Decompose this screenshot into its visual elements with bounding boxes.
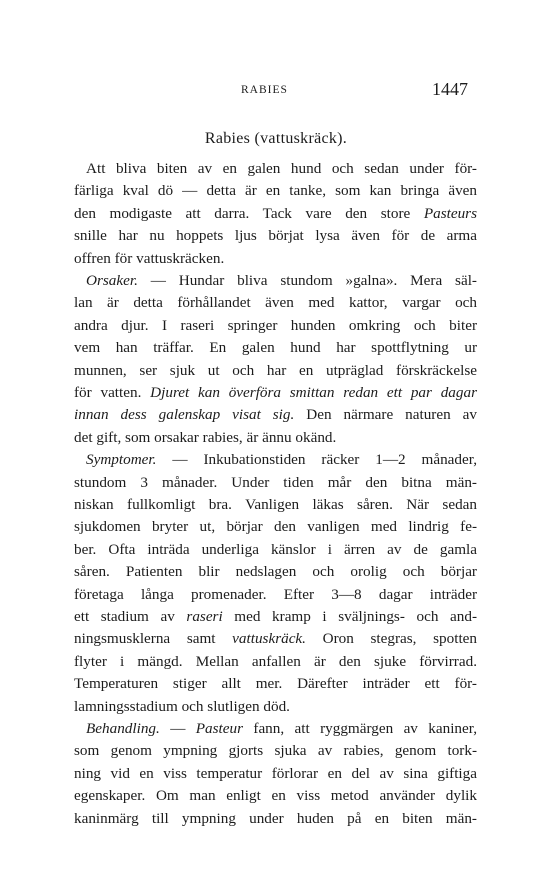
text-line — [74, 382, 477, 404]
text-line — [74, 539, 477, 561]
text-segment: lamningsstadium och slutligen död. — [74, 697, 290, 715]
italic-text: Orsaker. — [86, 272, 138, 289]
text-segment: med kramp i sväljnings- och and- — [222, 608, 478, 625]
text-segment: ber. Ofta inträda underliga känslor i ärren av de gamla — [74, 540, 477, 558]
text-line — [74, 158, 477, 180]
text-segment: Oron stegras, spotten — [305, 630, 477, 648]
text-segment: den modigaste att darra. Tack vare den store — [74, 204, 424, 222]
italic-text: innan dess galenskap visat sig. — [74, 406, 295, 424]
text-line — [74, 337, 477, 359]
text-line — [74, 494, 477, 516]
text-segment: andra djur. I raseri springer hunden omkring och biter — [74, 316, 477, 334]
italic-text: Pasteur — [195, 720, 244, 737]
text-segment: lan är detta förhållandet även med kattor, vargar och — [74, 294, 477, 312]
text-line — [74, 225, 477, 247]
text-line — [74, 472, 477, 494]
text-segment: — Hundar bliva stundom »galna». Mera säl- — [137, 272, 477, 289]
text-segment: kaninmärg till ympning under huden på en biten män- — [74, 809, 477, 827]
text-line — [74, 696, 477, 718]
text-segment: företaga långa promenader. Efter 3—8 dagar inträder — [74, 585, 477, 603]
text-line — [74, 203, 477, 225]
italic-text: vattuskräck. — [232, 630, 306, 648]
text-line — [74, 785, 477, 807]
italic-text: raseri — [186, 608, 223, 625]
text-line — [74, 516, 477, 538]
text-line — [74, 561, 477, 583]
text-line — [74, 673, 477, 695]
text-line — [74, 584, 477, 606]
text-line — [74, 270, 477, 292]
text-segment: offren för vattuskräcken. — [74, 249, 225, 267]
text-line — [74, 292, 477, 314]
text-line — [74, 808, 477, 830]
text-line — [74, 718, 477, 740]
page-number: 1447 — [432, 79, 468, 99]
text-segment: såren. Patienten blir nedslagen och orolig och börjar — [74, 563, 477, 581]
text-segment: ett stadium av — [74, 608, 187, 625]
text-line — [74, 740, 477, 762]
text-segment: Temperaturen stiger allt mer. Därefter inträder ett för- — [74, 675, 477, 693]
text-segment: Den närmare naturen av — [294, 406, 477, 424]
text-segment: niskan fullkomligt bra. Vanligen läkas såren. När sedan — [74, 496, 477, 513]
text-line — [74, 763, 477, 785]
text-line — [74, 404, 477, 426]
text-segment: egenskaper. Om man enligt en viss metod använder dylik — [74, 787, 477, 805]
italic-text: Behandling. — [86, 720, 160, 737]
italic-text: Djuret kan överföra smittan redan ett par dagar — [150, 384, 477, 401]
text-line — [74, 449, 477, 471]
text-segment: ning vid en viss temperatur förlorar en del av sina giftiga — [74, 764, 477, 782]
italic-text: Symptomer. — [86, 451, 157, 469]
text-segment: snille har nu hoppets ljus börjat lysa även för de arma — [74, 227, 477, 245]
text-line — [74, 360, 477, 382]
text-line — [74, 628, 477, 650]
text-segment: färliga kval dö — detta är en tanke, som kan bringa även — [74, 182, 477, 200]
text-segment: vem han träffar. En galen hund har spottflytning ur — [74, 339, 477, 357]
text-line — [74, 315, 477, 337]
text-segment: sjukdomen bryter ut, börjar den vanligen med lindrig fe- — [74, 518, 477, 536]
text-segment: stundom 3 månader. Under tiden mår den bitna män- — [74, 473, 477, 491]
text-segment: munnen, ser sjuk ut och har en utpräglad förskräckelse — [74, 361, 477, 379]
text-line — [74, 180, 477, 202]
italic-text: Pasteurs — [423, 204, 477, 222]
text-segment: — Inkubationstiden räcker 1—2 månader, — [156, 451, 477, 469]
text-segment: för vatten. — [74, 384, 151, 401]
text-line — [74, 248, 477, 270]
text-segment: — — [159, 720, 196, 737]
text-segment: fann, att ryggmärgen av kaniner, — [243, 720, 477, 737]
text-line — [74, 427, 477, 449]
text-line — [74, 606, 477, 628]
text-segment: Att bliva biten av en galen hund och sedan under för- — [86, 160, 477, 177]
text-segment: ningsmusklerna samt — [74, 630, 233, 648]
article-title: Rabies (vattuskräck). — [204, 130, 348, 147]
text-segment: det gift, som orsakar rabies, är ännu okänd. — [74, 428, 337, 446]
text-line — [74, 651, 477, 673]
text-segment: som genom ympning gjorts sjuka av rabies, genom tork- — [74, 742, 477, 760]
running-head: RABIES — [241, 84, 288, 96]
text-segment: flyter i mängd. Mellan anfallen är den sjuke förvirrad. — [74, 652, 477, 670]
